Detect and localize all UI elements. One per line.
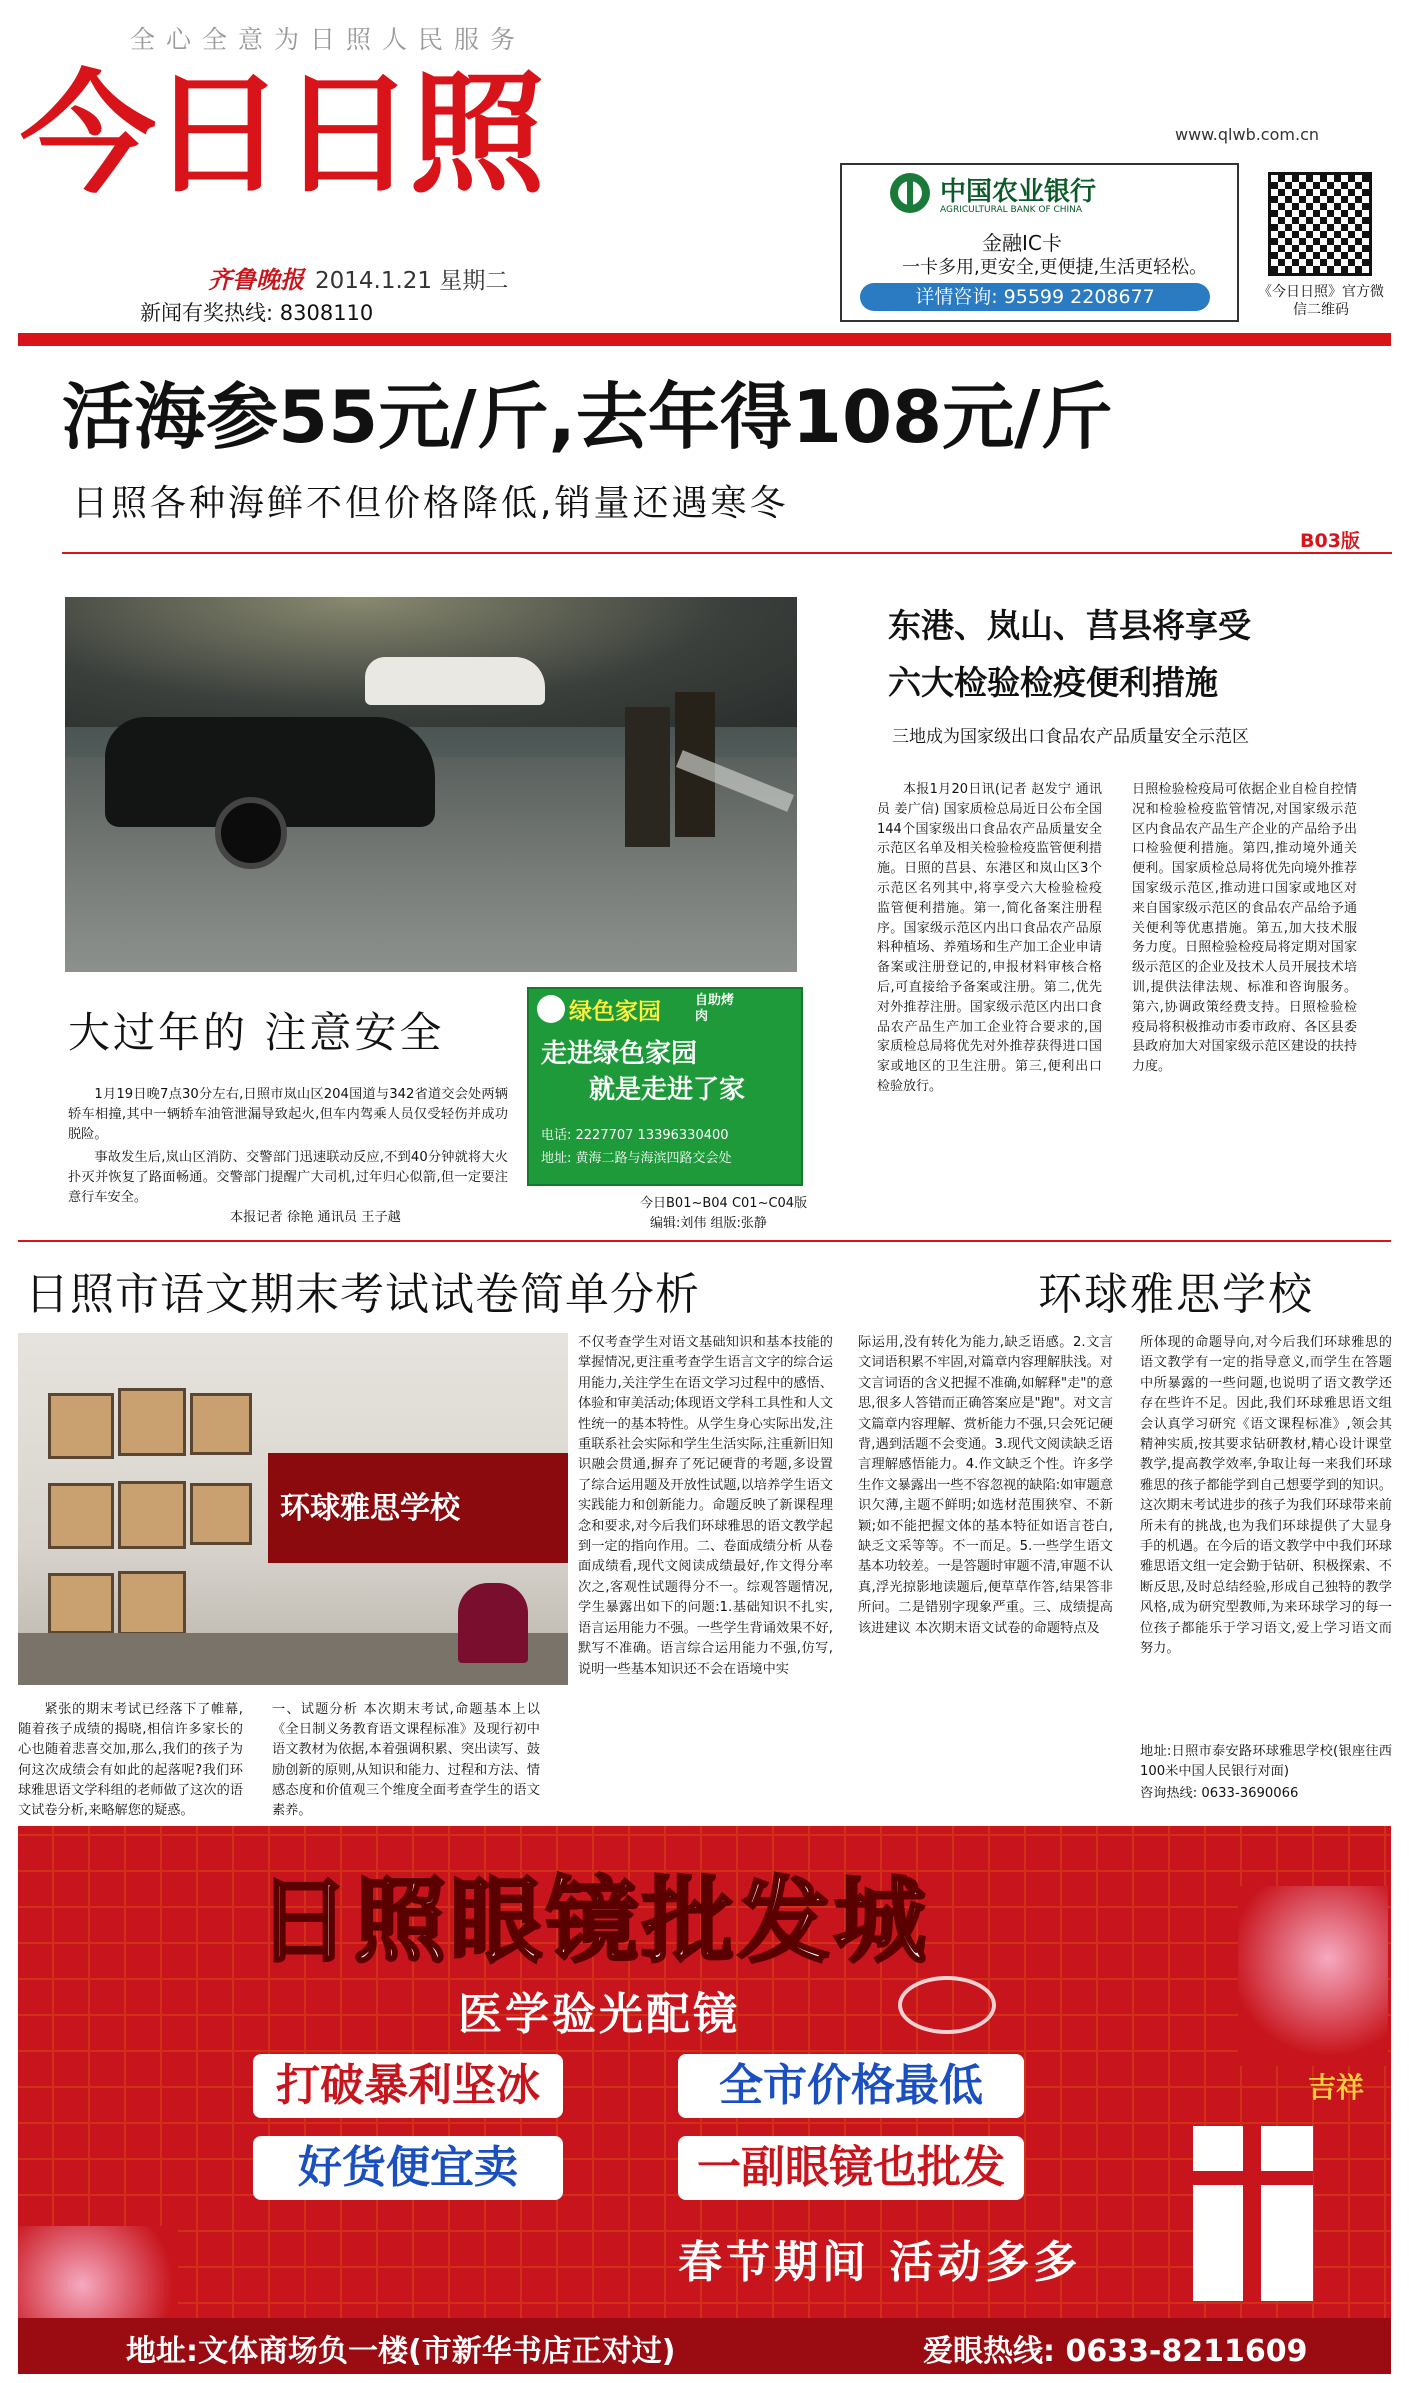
white-car xyxy=(365,657,545,705)
accident-title: 大过年的 注意安全 xyxy=(68,1008,445,1057)
promo-4: 一副眼镜也批发 xyxy=(678,2136,1024,2200)
main-headline: 活海参55元/斤,去年得108元/斤 xyxy=(62,375,1113,459)
main-subheadline: 日照各种海鲜不但价格降低,销量还遇寒冬 xyxy=(72,483,789,524)
website[interactable]: www.qlwb.com.cn xyxy=(1175,125,1319,144)
glasses-hotline: 爱眼热线: 0633-8211609 xyxy=(923,2334,1308,2369)
inspection-col-2: 日照检验检疫局可依据企业自检自控情况和检验检疫监管情况,对国家级示范区内食品农产品生产企业的产品给予出口检验便利措施。第四,推动境外通关便利。国家质检总局将优先向境外推荐国家级示范区,推动进口国家或地区对来自国家级示范区的食品农产品给予通关便利等优惠措施。第五,加大技术服务力度。日照检验检疫局将定期对国家级示范区的企业及技术人员开展技术培训,提供法律法规、标准和咨询服务。第六,协调政策经费支持。日照检验检疫局将积极推动市委市政府、各区县委县政府加大对国家级示范区建设的扶持力度。 xyxy=(1132,782,1357,1075)
school-interior-photo xyxy=(18,1333,568,1685)
bank-ad[interactable] xyxy=(840,163,1239,322)
partner-logo: 齐鲁晚报 xyxy=(208,265,304,294)
exam-school: 环球雅思学校 xyxy=(1038,1269,1314,1320)
masthead-rule xyxy=(18,333,1391,346)
restaurant-tag: 自助烤肉 xyxy=(695,993,735,1024)
promo-5: 春节期间 活动多多 xyxy=(678,2237,1082,2288)
cloud-ornament-icon xyxy=(898,1976,996,2034)
restaurant-slogan-2: 就是走进了家 xyxy=(589,1075,746,1105)
promo-1: 打破暴利坚冰 xyxy=(253,2054,563,2118)
inspection-col-1: 本报1月20日讯(记者 赵发宁 通讯员 姜广信) 国家质检总局近日公布全国144个国家级出口食品农产品质量安全示范区名单及相关检验检疫监管便利措施。日照的莒县、东港区和岚山区3个示范区名列其中,将享受六大检验检疫监管便利措施。第一,简化备案注册程序。国家级示范区内出口食品农产品原料种植场、养殖场和生产加工企业申请备案或注册登记的,申报材料审核合格后,可直接给予备案或注册。第二,优先对外推荐注册。国家级示范区内出口食品农产品生产加工企业符合要求的,国家质检总局将优先对外推荐获得进口国家或地区的卫生注册。第三,便利出口检验放行。 xyxy=(877,782,1102,1094)
exam-title: 日照市语文期末考试试卷简单分析 xyxy=(25,1269,700,1320)
qr-caption: 《今日日照》官方微信二维码 xyxy=(1258,284,1384,318)
edition-pages: 今日B01~B04 C01~C04版 xyxy=(640,1196,808,1211)
restaurant-brand: 绿色家园 xyxy=(569,999,661,1025)
qr-code-icon[interactable] xyxy=(1268,172,1372,276)
restaurant-phone: 电话: 2227707 13396330400 xyxy=(541,1128,729,1143)
exam-hotline: 咨询热线: 0633-3690066 xyxy=(1140,1786,1299,1801)
accident-body-2: 事故发生后,岚山区消防、交警部门迅速联动反应,不到40分钟就将大火扑灭并恢复了路面畅通。交警部门提醒广大司机,过年归心似箭,但一定要注意行车安全。 xyxy=(68,1150,508,1205)
firefighter-figure xyxy=(625,707,670,847)
issue-date: 2014.1.21 星期二 xyxy=(315,268,509,294)
masthead-title: 今日日照 xyxy=(20,58,540,212)
bank-card: 金融IC卡 xyxy=(982,231,1062,255)
glasses-address: 地址:文体商场负一楼(市新华书店正对过) xyxy=(126,2334,676,2369)
exam-col-4: 际运用,没有转化为能力,缺乏语感。2.文言文词语积累不牢固,对篇章内容理解肤浅。对文言词语的含义把握不准确,如解释"走"的意思,很多人答错而正确答案应是"跑"。对文言文篇章内容理解、赏析能力不强,只会死记硬背,遇到活题不会变通。3.现代文阅读缺乏语言理解感悟能力。4.作文缺乏个性。许多学生作文暴露出一些不容忽视的缺陷:如审题意识欠薄,主题不鲜明;如选材范围狭窄、不新颖;如不能把握文体的基本特征如语言苍白,缺乏文采等等。不一而足。5.一些学生语文基本功较差。一是答题时审题不清,审题不认真,浮光掠影地读题后,便草草作答,结果答非所问。二是错别字现象严重。三、成绩提高该进建议 本次期末语文试卷的命题特点及 xyxy=(858,1335,1114,1636)
leaf-logo-icon xyxy=(537,995,565,1023)
inspection-title-1: 东港、岚山、莒县将享受 xyxy=(888,606,1251,645)
accident-byline: 本报记者 徐艳 通讯员 王子越 xyxy=(230,1210,401,1225)
bank-contact: 详情咨询: 95599 2208677 xyxy=(860,283,1210,311)
accident-photo xyxy=(65,597,797,972)
restaurant-ad[interactable] xyxy=(527,987,803,1186)
news-hotline: 新闻有奖热线: 8308110 xyxy=(140,301,374,325)
bank-slogan: 一卡多用,更安全,更便捷,生活更轻松。 xyxy=(902,257,1208,278)
masthead-slogan: 全心全意为日照人民服务 xyxy=(130,25,527,54)
glasses-subtitle: 医学验光配镜 xyxy=(458,1989,740,2040)
exam-rule xyxy=(18,1240,1391,1242)
accident-body-1: 1月19日晚7点30分左右,日照市岚山区204国道与342省道交会处两辆轿车相撞,其中一辆轿车油管泄漏导致起火,但车内驾乘人员仅受轻伤并成功脱险。 xyxy=(68,1087,508,1142)
glasses-title: 日照眼镜批发城 xyxy=(258,1867,931,1975)
exam-col-3: 不仅考查学生对语文基础知识和基本技能的掌握情况,更注重考查学生语言文字的综合运用能力,关注学生在语文学习过程中的感悟、体验和审美活动;体现语文学科工具性和人文性统一的基本特性。从学生身心实际出发,注重联系社会实际和学生生活实际,注重新旧知识融会贯通,摒弃了死记硬背的考题,多设置了综合运用题及开放性试题,以培养学生语文实践能力和创新能力。命题反映了新课程理念和要求,对今后我们环球雅思的语文教学起到一定的指向作用。二、卷面成绩分析 从卷面成绩看,现代文阅读成绩最好,作文得分率次之,客观性试题得分不一。综观答题情况,学生暴露出如下的问题:1.基础知识不扎实,语言运用能力不强。一些学生背诵效果不好,默写不准确。语言综合运用能力不强,仿写,说明一些基本知识还不会在语境中实 xyxy=(578,1335,834,1677)
page-ref: B03版 xyxy=(1300,530,1360,552)
exam-address: 地址:日照市泰安路环球雅思学校(银座往西100米中国人民银行对面) xyxy=(1140,1744,1392,1780)
ad-side-text: 吉祥 xyxy=(1308,2071,1365,2104)
restaurant-address: 地址: 黄海二路与海滨四路交会处 xyxy=(541,1151,732,1166)
inspection-subtitle: 三地成为国家级出口食品农产品质量安全示范区 xyxy=(892,727,1249,747)
restaurant-slogan-1: 走进绿色家园 xyxy=(541,1039,698,1069)
exam-col-5: 所体现的命题导向,对今后我们环球雅思的语文教学有一定的指导意义,而学生在答题中所暴露的一些问题,也说明了语文教学还存在些许不足。因此,我们环球雅思语文组会认真学习研究《语文课程标准》,领会其精神实质,按其要求钻研教材,精心设计课堂教学,提高教学效率,争取让每一来我们环球雅思的孩子都能学到自己想要学到的知识。这次期末考试进步的孩子为我们环球带来前所未有的挑战,也为我们环球提供了大显身手的机遇。在今后的语文教学中中我们环球雅思语文组一定会勤于钻研、积极探索、不断反思,及时总结经验,形成自己独特的教学风格,成为研究型教师,为来环球学习的每一位孩子都能乐于学习语文,爱上学习语文而努力。 xyxy=(1140,1335,1392,1657)
glasses-ad[interactable] xyxy=(18,1826,1391,2374)
school-sign: 环球雅思学校 xyxy=(280,1491,460,1526)
edition-editors: 编辑:刘伟 组版:张静 xyxy=(650,1216,767,1231)
plum-flower-icon xyxy=(1238,1886,1388,2066)
promo-3: 好货便宜卖 xyxy=(253,2136,563,2200)
exam-col-2: 一、试题分析 本次期末考试,命题基本上以《全日制义务教育语文课程标准》及现行初中语文教材为依据,本着强调积累、突出读写、鼓励创新的原则,从知识和能力、过程和方法、情感态度和价值观三个维度全面考查学生的语文素养。 xyxy=(272,1702,540,1819)
inspection-title-2: 六大检验检疫便利措施 xyxy=(888,663,1218,702)
bank-name-en: AGRICULTURAL BANK OF CHINA xyxy=(940,205,1083,215)
bank-name: 中国农业银行 xyxy=(940,177,1097,207)
headline-rule xyxy=(62,552,1392,554)
bank-logo-icon xyxy=(890,173,930,213)
exam-intro: 紧张的期末考试已经落下了帷幕,随着孩子成绩的揭晓,相信许多家长的心也随着悲喜交加,那么,我们的孩子为何这次成绩会有如此的起落呢?我们环球雅思语文学科组的老师做了这次的语文试卷分析,来略解您的疑惑。 xyxy=(18,1702,243,1819)
promo-2: 全市价格最低 xyxy=(678,2054,1024,2118)
gift-box-icon xyxy=(1193,2126,1313,2301)
